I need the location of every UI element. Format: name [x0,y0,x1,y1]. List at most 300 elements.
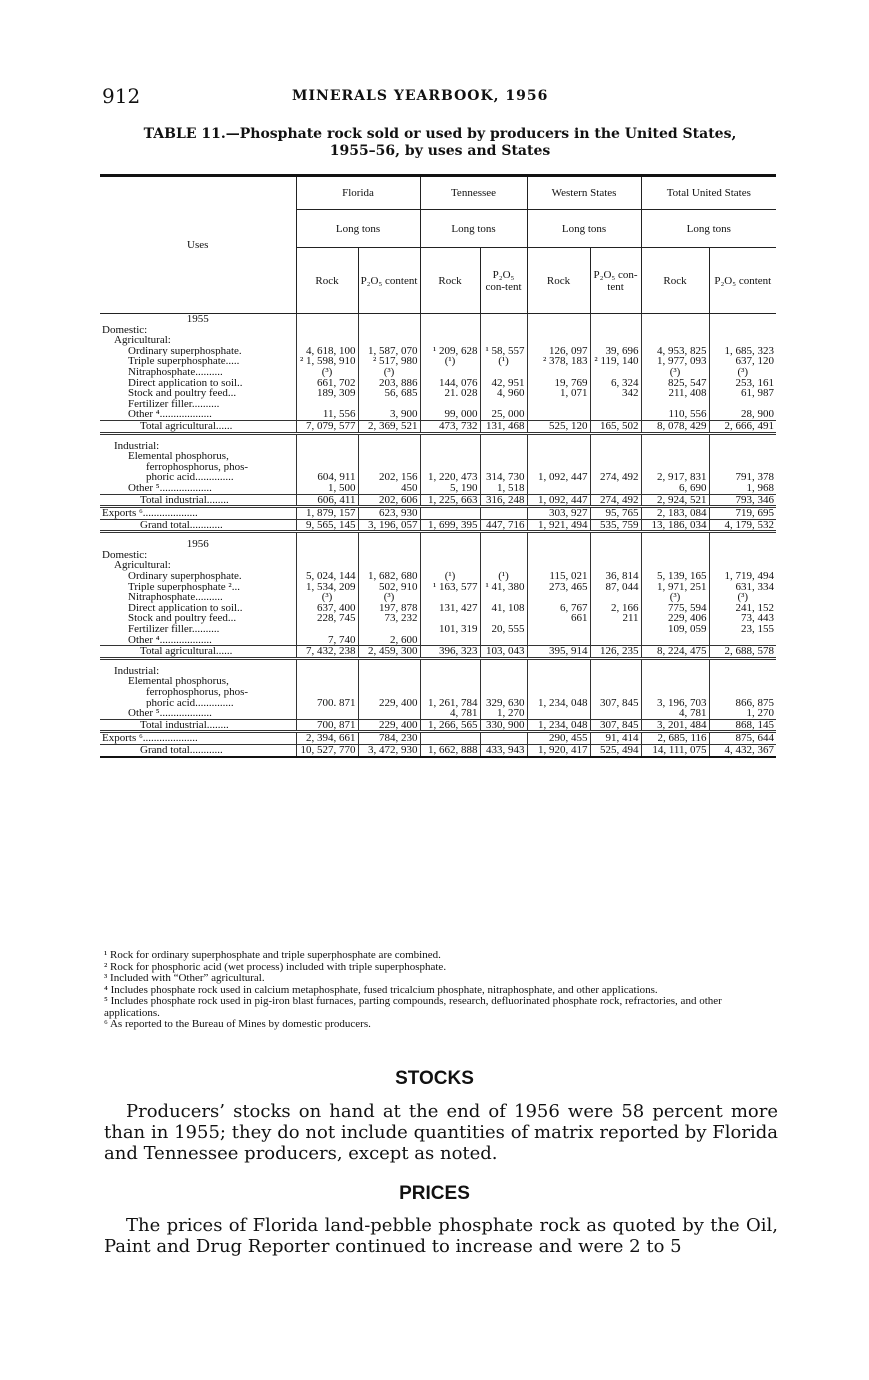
table-cell [420,451,480,462]
table-cell: 5, 139, 165 [641,571,709,582]
table-cell: 623, 930 [358,507,420,520]
row-label: Ordinary superphosphate. [128,571,242,582]
row-label: 1956 [186,539,209,550]
table-cell [590,592,641,603]
column-header: P₂O₅ content [709,248,776,314]
table-cell [358,658,420,666]
column-header: P₂O₅ con-tent [480,248,527,314]
table-cell [420,592,480,603]
table-cell: 631, 334 [709,582,776,593]
table-cell: ² 1, 598, 910 [296,356,358,367]
table-cell: 604, 911 [296,472,358,483]
table-cell [527,441,590,452]
table-cell: 1, 879, 157 [296,507,358,520]
row-label [100,658,296,666]
table-cell: 661 [527,613,590,624]
table-cell [590,409,641,420]
table-cell [590,539,641,550]
table-cell [480,592,527,603]
table-cell: 1, 270 [480,708,527,719]
table-cell [480,550,527,561]
table-cell: 825, 547 [641,378,709,389]
row-label: Stock and poultry feed... [128,613,237,625]
table-cell [641,560,709,571]
table-cell: 19, 769 [527,378,590,389]
table-cell: 316, 248 [480,494,527,507]
row-label: Agricultural: [114,560,171,572]
table-row [100,367,776,378]
table-cell: (³) [641,592,709,603]
table-cell [420,367,480,378]
table-cell [358,687,420,698]
table-cell: 1, 971, 251 [641,582,709,593]
row-label: Direct application to soil.. [128,602,243,614]
table-cell: 314, 730 [480,472,527,483]
table-cell [527,624,590,635]
table-row [100,472,776,483]
page-header [102,84,772,108]
group-header: Total United States [641,176,776,210]
table-cell: 3, 196, 057 [358,519,420,532]
table-cell: 2, 183, 084 [641,507,709,520]
table-cell: 502, 910 [358,582,420,593]
table-row [100,378,776,389]
table-cell: 115, 021 [527,571,590,582]
table-row [100,532,776,540]
table-cell [358,441,420,452]
table-cell: 719, 695 [709,507,776,520]
table-cell [296,325,358,336]
table-cell: 202, 606 [358,494,420,507]
table-cell [358,708,420,719]
table-cell: 202, 156 [358,472,420,483]
table-cell: 99, 000 [420,409,480,420]
row-label: Agricultural: [114,335,171,346]
table-cell [480,635,527,646]
group-header: Tennessee [420,176,527,210]
table-cell: 396, 323 [420,646,480,659]
table-cell: ² 378, 183 [527,356,590,367]
table-cell: 5, 024, 144 [296,571,358,582]
table-cell: 14, 111, 075 [641,744,709,756]
table-cell: 203, 886 [358,378,420,389]
row-label: Nitraphosphate.......... [128,366,223,378]
table-cell [527,399,590,410]
table-cell [527,635,590,646]
table-cell [709,658,776,666]
table-cell: (¹) [420,356,480,367]
table-cell: 1, 270 [709,708,776,719]
table-cell: 637, 400 [296,603,358,614]
table-cell: (³) [709,367,776,378]
table-cell [358,325,420,336]
table-cell [709,532,776,540]
table-cell: 342 [590,388,641,399]
table-cell: 1, 261, 784 [420,698,480,709]
table-cell [709,687,776,698]
table-cell: 791, 378 [709,472,776,483]
table-cell: 1, 266, 565 [420,719,480,732]
table-cell: 2, 394, 661 [296,732,358,745]
table-cell: 36, 814 [590,571,641,582]
table-cell: 7, 432, 238 [296,646,358,659]
table-cell [296,708,358,719]
table-cell: 447, 716 [480,519,527,532]
table-title [102,126,778,160]
table-cell [296,624,358,635]
running-title: MINERALS YEARBOOK, 1956 [292,88,549,104]
table-cell: 253, 161 [709,378,776,389]
table-body [100,314,776,757]
row-label: Nitraphosphate.......... [128,592,223,603]
table-cell: 91, 414 [590,732,641,745]
table-cell [641,325,709,336]
table-cell: 866, 875 [709,698,776,709]
table-cell [590,441,641,452]
table-cell: 73, 232 [358,613,420,624]
unit-header: Long tons [296,210,420,248]
table-cell [527,676,590,687]
table-row [100,519,776,532]
table-cell: 1, 685, 323 [709,346,776,357]
table-cell: 875, 644 [709,732,776,745]
table-cell: 1, 719, 494 [709,571,776,582]
table-row [100,462,776,473]
table-cell: 73, 443 [709,613,776,624]
table-cell [480,687,527,698]
table-cell [296,658,358,666]
table-cell [480,613,527,624]
table-cell [480,367,527,378]
table-cell: 9, 565, 145 [296,519,358,532]
table-cell [590,335,641,346]
table-cell: 1, 220, 473 [420,472,480,483]
table-cell: ¹ 163, 577 [420,582,480,593]
table-row [100,698,776,709]
table-cell [590,635,641,646]
row-label: Grand total............ [100,519,296,532]
table-cell: 307, 845 [590,698,641,709]
table-cell: 2, 600 [358,635,420,646]
table-cell [527,409,590,420]
table-cell: 7, 079, 577 [296,420,358,433]
table-row [100,441,776,452]
table-cell [420,335,480,346]
row-label: Other ⁵................... [128,708,212,720]
table-cell: 126, 097 [527,346,590,357]
table-row [100,325,776,336]
table-cell [527,658,590,666]
table-cell [590,314,641,325]
footnote: ⁵ Includes phosphate rock used in pig-iron blast furnaces, parting compounds, research, defluorinated phosphate rock, refractories, and other applications. [104,995,722,1019]
table-cell: 330, 900 [480,719,527,732]
table-cell [480,666,527,677]
table-cell [527,451,590,462]
table-cell: 103, 043 [480,646,527,659]
row-label: Total agricultural...... [100,646,296,659]
table-cell: 1, 587, 070 [358,346,420,357]
table-cell: (³) [358,592,420,603]
table-cell: 95, 765 [590,507,641,520]
table-cell: 189, 309 [296,388,358,399]
table-cell [420,666,480,677]
table-cell [296,666,358,677]
table-cell [641,635,709,646]
table-cell: 197, 878 [358,603,420,614]
table-cell: 273, 465 [527,582,590,593]
table-cell [358,560,420,571]
table-cell: 28, 900 [709,409,776,420]
table-cell [590,624,641,635]
table-cell: 1, 071 [527,388,590,399]
table-cell: 56, 685 [358,388,420,399]
table-cell [420,507,480,520]
table-cell [590,462,641,473]
table-row [100,433,776,441]
table-cell: ² 517, 980 [358,356,420,367]
row-label: Industrial: [114,665,160,677]
table-row [100,744,776,756]
table-cell [480,441,527,452]
table-row [100,314,776,325]
table-cell: 144, 076 [420,378,480,389]
unit-header: Long tons [420,210,527,248]
table-cell: 131, 468 [480,420,527,433]
table-cell: 525, 494 [590,744,641,756]
row-label: Elemental phosphorus, [128,676,229,687]
table-cell: 303, 927 [527,507,590,520]
table-row [100,708,776,719]
table-row [100,560,776,571]
table-cell [641,433,709,441]
row-label: Total agricultural...... [100,420,296,433]
row-label: Fertilizer filler.......... [128,624,220,635]
table-cell: 229, 400 [358,698,420,709]
table-cell [641,658,709,666]
table-cell [590,676,641,687]
unit-header: Long tons [527,210,641,248]
table-row [100,451,776,462]
table-cell [420,441,480,452]
table-cell: 4, 618, 100 [296,346,358,357]
table-cell [590,532,641,540]
table-row [100,719,776,732]
table-row [100,356,776,367]
table-cell [420,687,480,698]
footnotes [104,950,778,1031]
table-cell [480,732,527,745]
table-cell [358,451,420,462]
table-cell: 700, 871 [296,719,358,732]
table-row [100,494,776,507]
table-row [100,550,776,561]
table-cell [480,560,527,571]
table-cell: 3, 472, 930 [358,744,420,756]
table-cell: 2, 166 [590,603,641,614]
row-label: Other ⁵................... [128,482,212,494]
table-cell: 661, 702 [296,378,358,389]
table-cell: 211, 408 [641,388,709,399]
table-cell: 473, 732 [420,420,480,433]
table-cell: 211 [590,613,641,624]
table-cell [709,314,776,325]
table-cell: (³) [709,592,776,603]
table-cell [358,676,420,687]
table-cell: 290, 455 [527,732,590,745]
prices-paragraph: The prices of Florida land-pebble phosphate rock as quoted by the Oil, Paint and Drug Reporter continued to increase and were 2 to 5 [104,1215,778,1257]
table-cell [296,550,358,561]
table-cell: (¹) [480,571,527,582]
table-cell: 1, 518 [480,483,527,494]
table-cell [420,462,480,473]
table-cell [358,532,420,540]
group-header: Western States [527,176,641,210]
stocks-paragraph: Producers’ stocks on hand at the end of 1956 were 58 percent more than in 1955; they do not include quantities of matrix reported by Florida and Tennessee producers, except as noted. [104,1101,778,1164]
row-label: Stock and poultry feed... [128,388,237,399]
table-cell [527,433,590,441]
table-cell: 10, 527, 770 [296,744,358,756]
table-cell: 23, 155 [709,624,776,635]
table-row [100,658,776,666]
table-cell: 126, 235 [590,646,641,659]
table-cell: 2, 666, 491 [709,420,776,433]
table-cell [709,325,776,336]
table-cell [709,335,776,346]
table-cell: 2, 924, 521 [641,494,709,507]
table-cell: 21. 028 [420,388,480,399]
table-cell [420,635,480,646]
table-cell: 109, 059 [641,624,709,635]
table-cell [420,433,480,441]
table-cell [590,658,641,666]
table-cell [358,335,420,346]
row-label: Domestic: [102,549,148,561]
table-cell: 1, 977, 093 [641,356,709,367]
table-cell: 6, 690 [641,483,709,494]
table-cell: 5, 190 [420,483,480,494]
table-cell: 8, 224, 475 [641,646,709,659]
table-cell: 2, 688, 578 [709,646,776,659]
column-header: Rock [527,248,590,314]
table-cell [527,592,590,603]
table-cell: 307, 845 [590,719,641,732]
table-cell [296,451,358,462]
table-cell [590,666,641,677]
row-label: Total industrial........ [100,719,296,732]
table-row [100,613,776,624]
table-cell [641,335,709,346]
footnote: ⁶ As reported to the Bureau of Mines by domestic producers. [104,1018,371,1030]
row-label: Elemental phosphorus, [128,451,229,462]
table-cell [590,325,641,336]
table-cell [420,676,480,687]
table-cell [358,666,420,677]
table-cell: 229, 400 [358,719,420,732]
table-cell [480,399,527,410]
table-cell: 775, 594 [641,603,709,614]
column-header: P₂O₅ content [358,248,420,314]
row-label: phoric acid.............. [146,472,234,483]
table-row [100,676,776,687]
table-cell [420,550,480,561]
table-cell: ¹ 41, 380 [480,582,527,593]
table-cell: 165, 502 [590,420,641,433]
table-cell: ¹ 58, 557 [480,346,527,357]
table-row [100,687,776,698]
table-title-line: 1955–56, by uses and States [329,143,551,159]
table-cell: 1, 699, 395 [420,519,480,532]
table-cell [641,451,709,462]
table-cell [480,433,527,441]
table-cell: ¹ 209, 628 [420,346,480,357]
table-row [100,592,776,603]
table-cell [641,399,709,410]
table-cell: (³) [296,367,358,378]
table-cell [296,532,358,540]
table-cell: 4, 960 [480,388,527,399]
table-cell: (¹) [420,571,480,582]
table-cell [709,539,776,550]
row-label: Fertilizer filler.......... [128,398,220,410]
table-cell [590,560,641,571]
table-cell [641,550,709,561]
table-cell [420,539,480,550]
table-cell: 433, 943 [480,744,527,756]
table-cell: 2, 917, 831 [641,472,709,483]
table-cell: 4, 781 [420,708,480,719]
table-cell: 1, 920, 417 [527,744,590,756]
table-cell [641,314,709,325]
table-cell: 61, 987 [709,388,776,399]
table-cell [527,687,590,698]
table-row [100,624,776,635]
row-label: Ordinary superphosphate. [128,345,242,357]
table-cell [358,539,420,550]
table-cell [641,532,709,540]
row-label: Other ⁴................... [128,409,212,421]
uses-header: Uses [100,176,296,314]
table-cell: 228, 745 [296,613,358,624]
table-cell: 450 [358,483,420,494]
row-label: Exports ⁶.................... [102,507,198,520]
table-cell: 6, 767 [527,603,590,614]
table-cell [590,367,641,378]
table-cell: 1, 682, 680 [358,571,420,582]
stocks-heading: STOCKS [395,1068,474,1089]
table-row [100,571,776,582]
row-label: Total industrial........ [100,494,296,507]
table-cell [709,399,776,410]
table-cell [709,550,776,561]
table-cell [296,560,358,571]
table-cell: 4, 432, 367 [709,744,776,756]
table-cell: 2, 369, 521 [358,420,420,433]
table-cell: (¹) [480,356,527,367]
column-header: Rock [641,248,709,314]
table-cell [480,676,527,687]
column-header: P₂O₅ con-tent [590,248,641,314]
table-cell: 329, 630 [480,698,527,709]
group-header: Florida [296,176,420,210]
table-cell [590,399,641,410]
table-cell: 1, 968 [709,483,776,494]
table-cell [527,483,590,494]
table-cell: 1, 534, 209 [296,582,358,593]
table-cell: 1, 921, 494 [527,519,590,532]
unit-header: Long tons [641,210,776,248]
table-cell [296,433,358,441]
table-cell [358,550,420,561]
